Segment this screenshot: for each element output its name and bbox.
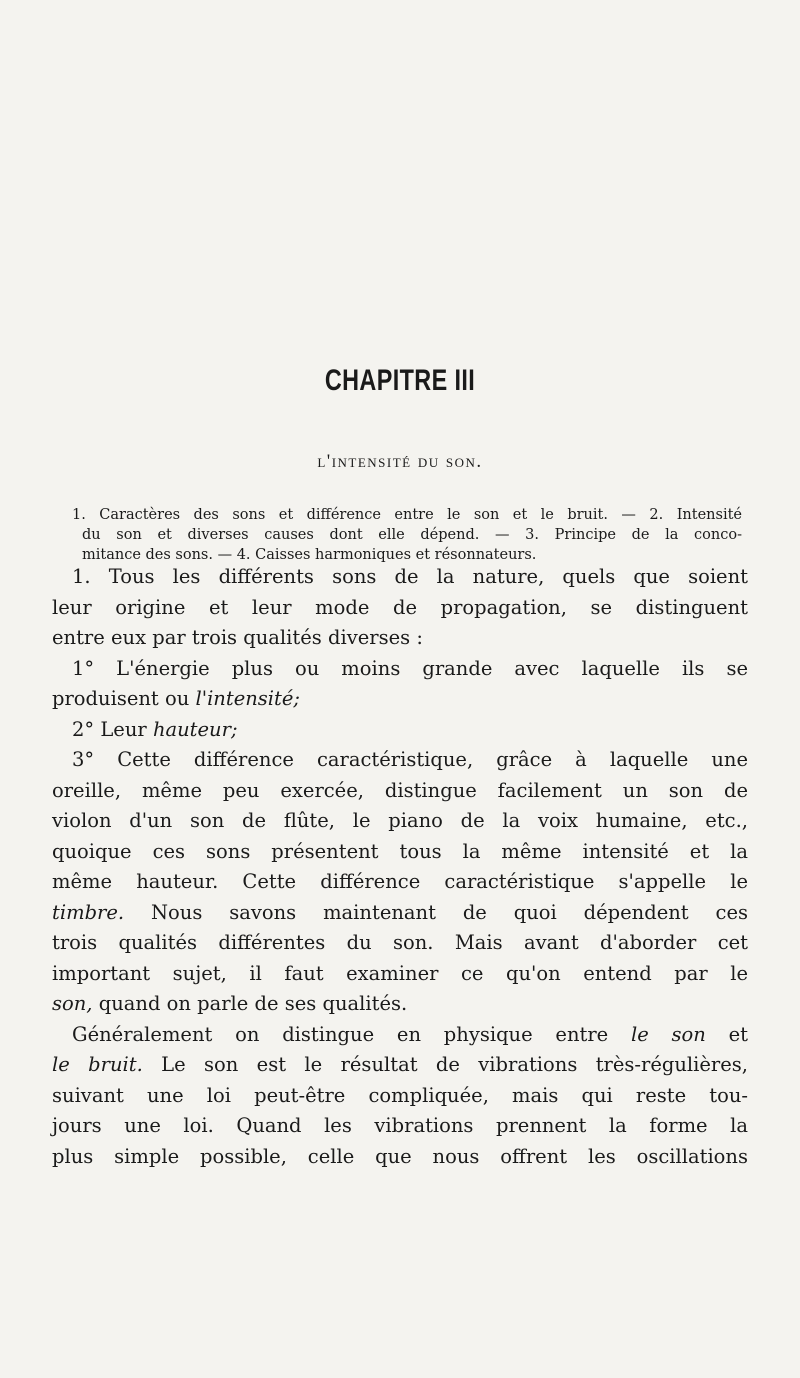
paragraph-line bbox=[52, 684, 748, 715]
emphasis: hauteur; bbox=[152, 717, 238, 741]
chapter-summary bbox=[72, 505, 742, 565]
paragraph-line: 1. Tous les différents sons de la nature, quels que soient bbox=[72, 565, 748, 588]
emphasis: l'intensité; bbox=[195, 687, 300, 710]
text-run: Nous savons maintenant de quoi dépendent ces bbox=[124, 900, 748, 924]
text-run: 2° Leur bbox=[72, 717, 153, 741]
emphasis: le bruit. bbox=[52, 1053, 143, 1076]
paragraph-line: 3° Cette différence caractéristique, grâce à laquelle une bbox=[72, 748, 748, 771]
paragraph-line: même hauteur. Cette différence caractéristique s'appelle le bbox=[52, 870, 748, 893]
paragraph-line: oreille, même peu exercée, distingue facilement un son de bbox=[52, 778, 748, 802]
emphasis: son, bbox=[52, 992, 93, 1015]
summary-line: mitance des sons. — 4. Caisses harmoniques et résonnateurs. bbox=[82, 547, 537, 563]
text-run: et bbox=[705, 1022, 749, 1046]
summary-line: 1. Caractères des sons et différence entre le son et le bruit. — 2. Intensité bbox=[72, 507, 742, 523]
paragraph-line bbox=[52, 1020, 748, 1051]
paragraph-line: trois qualités différentes du son. Mais avant d'aborder cet bbox=[52, 931, 748, 954]
text-run: quand on parle de ses qualités. bbox=[92, 992, 408, 1015]
body-text bbox=[52, 562, 748, 1172]
paragraph-line bbox=[52, 898, 748, 929]
paragraph-line bbox=[52, 1050, 748, 1081]
chapter-subtitle: l'intensité du son. bbox=[317, 451, 483, 472]
paragraph-line: plus simple possible, celle que nous offrent les oscillations bbox=[52, 1144, 748, 1168]
paragraph-line: entre eux par trois qualités diverses : bbox=[52, 626, 423, 649]
paragraph-line: quoique ces sons présentent tous la même intensité et la bbox=[52, 839, 748, 863]
emphasis: timbre. bbox=[52, 900, 125, 924]
paragraph-line bbox=[52, 989, 748, 1020]
chapter-title: CHAPITRE III bbox=[324, 364, 476, 397]
paragraph-line bbox=[52, 715, 748, 746]
summary-line: du son et diverses causes dont elle dépend. — 3. Principe de la conco- bbox=[82, 527, 742, 543]
text-run: produisent ou bbox=[52, 687, 196, 710]
emphasis: le son bbox=[631, 1022, 706, 1046]
paragraph-line: 1° L'énergie plus ou moins grande avec laquelle ils se bbox=[72, 656, 748, 680]
text-run: Généralement on distingue en physique entre bbox=[72, 1022, 631, 1046]
paragraph-line: violon d'un son de flûte, le piano de la voix humaine, etc., bbox=[52, 809, 748, 832]
paragraph-line: important sujet, il faut examiner ce qu'on entend par le bbox=[52, 961, 748, 985]
paragraph-line: suivant une loi peut-être compliquée, mais qui reste tou- bbox=[52, 1083, 748, 1107]
paragraph-line: jours une loi. Quand les vibrations prennent la forme la bbox=[52, 1114, 748, 1137]
text-run: Le son est le résultat de vibrations très-régulières, bbox=[142, 1053, 748, 1076]
paragraph-line: leur origine et leur mode de propagation, se distinguent bbox=[52, 595, 748, 619]
